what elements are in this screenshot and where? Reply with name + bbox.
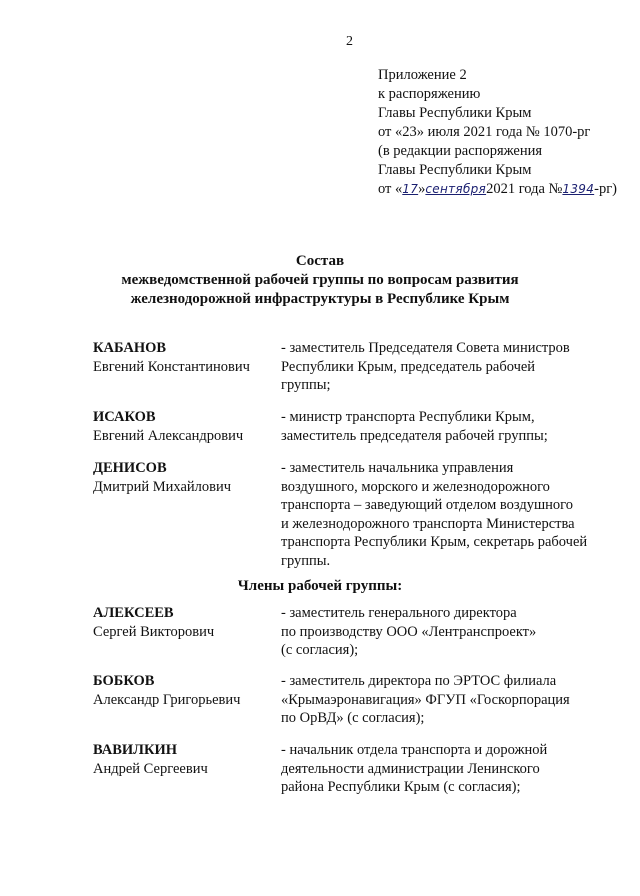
title-line: железнодорожной инфраструктуры в Республике Крым xyxy=(130,291,510,307)
page-number: 2 xyxy=(346,34,353,49)
member-role xyxy=(281,408,601,445)
member-given-name: Александр Григорьевич xyxy=(93,691,241,708)
title-line: Состав xyxy=(295,253,345,269)
annex-line: к распоряжению xyxy=(378,86,481,102)
role-line: Республики Крым, председатель рабочей xyxy=(281,358,536,375)
role-line: по ОрВД» (с согласия); xyxy=(281,710,425,726)
annex-year: 2021 года № xyxy=(486,181,563,197)
member-surname: ИСАКОВ xyxy=(93,409,156,425)
role-line: группы; xyxy=(281,377,331,393)
role-line: «Крымаэронавигация» ФГУП «Госкорпорация xyxy=(281,691,570,708)
member-role xyxy=(281,741,601,797)
role-line: по производству ООО «Лентранспроект» xyxy=(281,623,537,640)
role-line: - заместитель генерального директора xyxy=(281,605,517,621)
annex-amendment-line xyxy=(378,180,617,199)
annex-line: Приложение 2 xyxy=(378,67,467,83)
member-given-name: Евгений Александрович xyxy=(93,427,244,444)
annex-line: (в редакции распоряжения xyxy=(378,143,543,159)
role-line: заместитель председателя рабочей группы; xyxy=(281,427,548,444)
member-surname: БОБКОВ xyxy=(93,673,155,689)
member-surname: ВАВИЛКИН xyxy=(93,742,178,758)
member-surname: ДЕНИСОВ xyxy=(93,460,167,476)
title-line: межведомственной рабочей группы по вопросам развития xyxy=(121,272,519,288)
annex-line: Главы Республики Крым xyxy=(378,105,532,121)
annex-suffix: -рг) xyxy=(594,181,618,197)
handwritten-number: 1394 xyxy=(562,182,595,196)
member-surname: КАБАНОВ xyxy=(93,340,167,356)
role-line: транспорта Республики Крым, секретарь рабочей xyxy=(281,534,588,550)
member-role xyxy=(281,459,601,570)
member-given-name: Сергей Викторович xyxy=(93,623,215,640)
role-line: - министр транспорта Республики Крым, xyxy=(281,409,535,425)
role-line: воздушного, морского и железнодорожного xyxy=(281,478,550,495)
document-title xyxy=(0,252,640,309)
member-surname: АЛЕКСЕЕВ xyxy=(93,605,174,621)
member-given-name: Дмитрий Михайлович xyxy=(93,478,232,495)
members-heading: Члены рабочей группы: xyxy=(237,578,403,594)
member-given-name: Андрей Сергеевич xyxy=(93,760,208,777)
role-line: - заместитель Председателя Совета министров xyxy=(281,340,570,356)
role-line: - заместитель директора по ЭРТОС филиала xyxy=(281,673,557,689)
annex-block xyxy=(378,66,617,199)
role-line: района Республики Крым (с согласия); xyxy=(281,779,521,795)
role-line: (с согласия); xyxy=(281,642,359,658)
annex-mid: » xyxy=(418,181,426,197)
role-line: и железнодорожного транспорта Министерства xyxy=(281,515,575,532)
annex-line: Главы Республики Крым xyxy=(378,162,532,178)
member-role xyxy=(281,339,601,395)
role-line: транспорта – заведующий отделом воздушного xyxy=(281,497,573,513)
annex-prefix: от « xyxy=(378,181,403,197)
role-line: - заместитель начальника управления xyxy=(281,460,514,476)
handwritten-day: 17 xyxy=(402,182,419,196)
role-line: группы. xyxy=(281,552,331,569)
member-role xyxy=(281,672,601,728)
handwritten-month: сентября xyxy=(425,182,487,196)
member-given-name: Евгений Константинович xyxy=(93,358,250,375)
role-line: - начальник отдела транспорта и дорожной xyxy=(281,742,548,758)
annex-line: от «23» июля 2021 года № 1070-рг xyxy=(378,124,591,140)
member-role xyxy=(281,604,601,660)
role-line: деятельности администрации Ленинского xyxy=(281,760,540,777)
